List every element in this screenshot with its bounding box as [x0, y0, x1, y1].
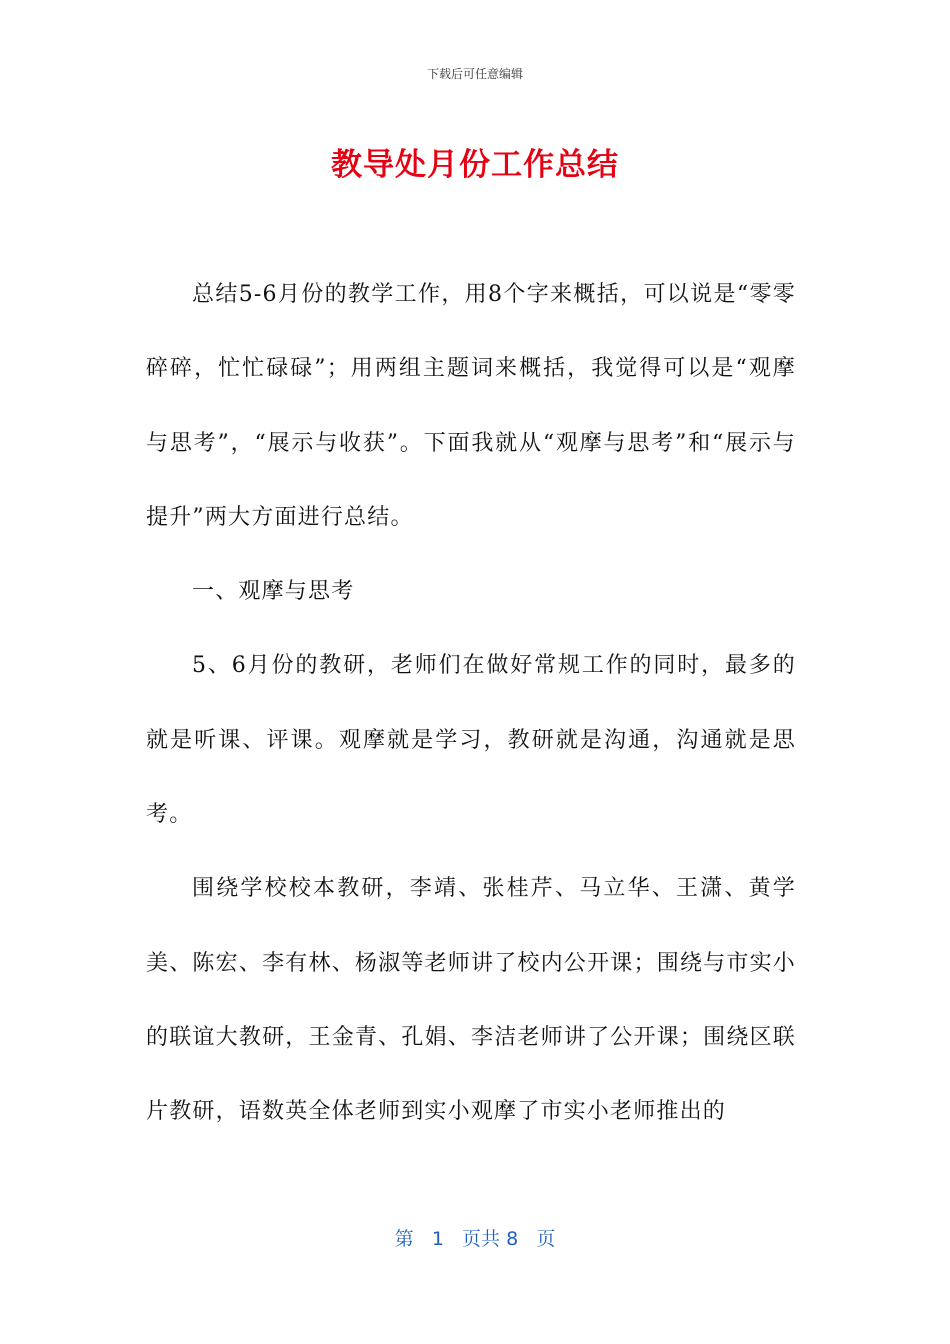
footer-page-suffix: 页 [536, 1228, 556, 1250]
footer-page-prefix: 第 [394, 1228, 414, 1250]
paragraph-open-classes: 围绕学校校本教研，李靖、张桂芹、马立华、王潇、黄学美、陈宏、李有林、杨淑等老师讲了校内公开课；围绕与市实小的联谊大教研，王金青、孔娟、李洁老师讲了公开课；围绕区联片教研，语数英全体老师到实小观摩了市实小老师推出的 [146, 876, 796, 1125]
paragraph-observation: 5、6月份的教研，老师们在做好常规工作的同时，最多的就是听课、评课。观摩就是学习，教研就是沟通，沟通就是思考。 [146, 653, 796, 828]
document-body [146, 258, 796, 1150]
section-heading-1: 一、观摩与思考 [192, 579, 355, 605]
page-footer [0, 1224, 950, 1254]
paragraph-intro: 总结5-6月份的教学工作，用8个字来概括，可以说是“零零碎碎，忙忙碌碌”；用两组主题词来概括，我觉得可以是“观摩与思考”，“展示与收获”。下面我就从“观摩与思考”和“展示与提升”两大方面进行总结。 [146, 282, 796, 530]
footer-total-pages: 8 [506, 1228, 519, 1250]
document-title: 教导处月份工作总结 [331, 147, 619, 183]
header-note: 下载后可任意编辑 [426, 67, 523, 81]
footer-current-page: 1 [431, 1228, 444, 1250]
footer-page-middle: 页共 [462, 1228, 501, 1250]
